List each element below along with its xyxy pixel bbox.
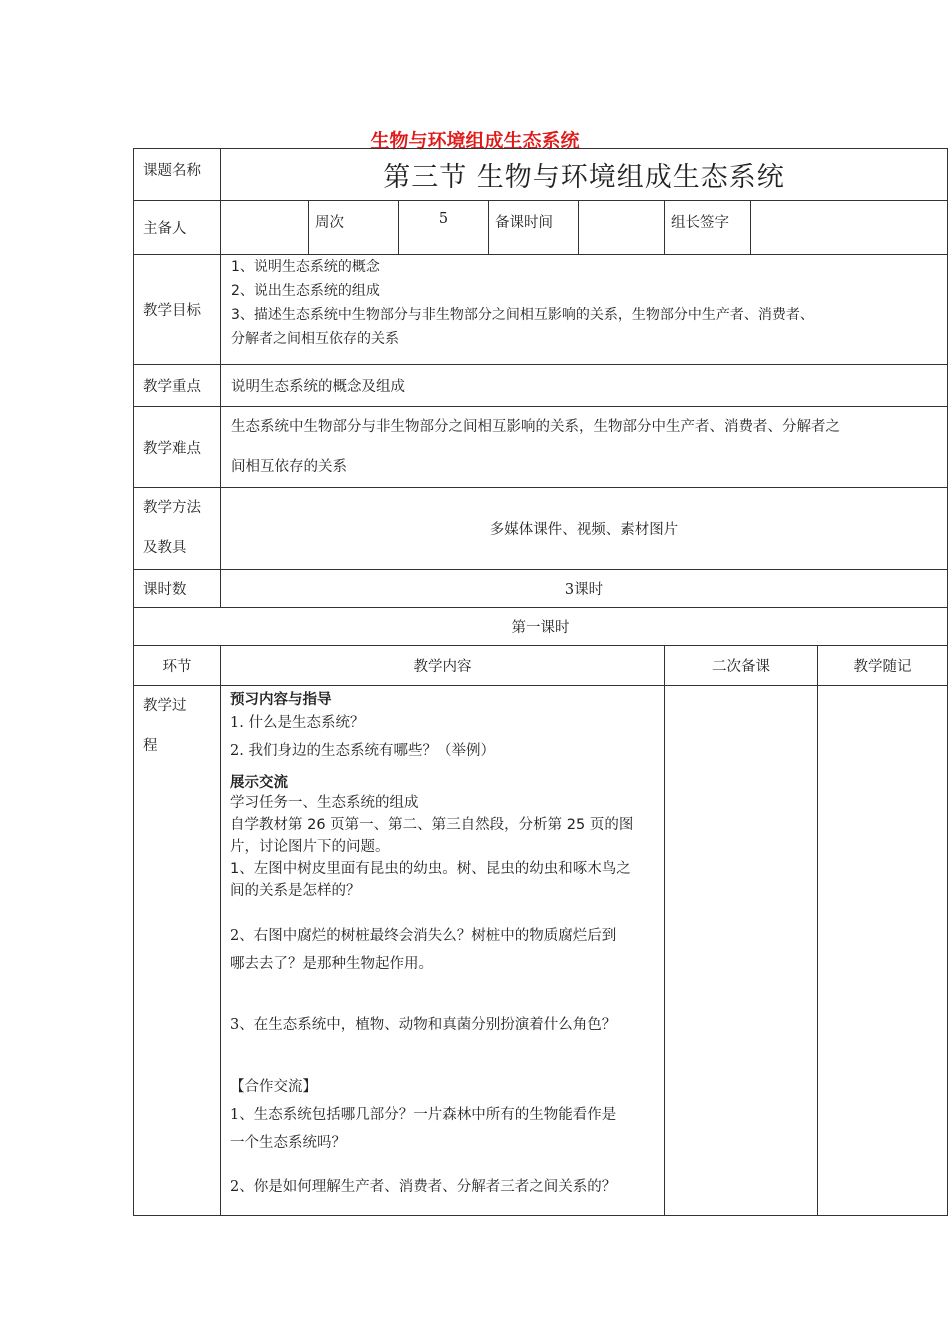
course-row [134,149,948,201]
periods-row [134,570,948,608]
task-title: 学习任务一、生态系统的组成 [230,795,419,811]
first-period-label: 第一课时 [134,608,948,646]
first-period-row [134,608,948,646]
col-content-header: 教学内容 [221,646,665,686]
info-row [134,201,948,255]
process-label-line: 教学过 [143,698,187,714]
difficulties-label: 教学难点 [134,407,221,488]
methods-label-line: 及教具 [143,540,187,556]
key-points-label: 教学重点 [134,365,221,407]
key-points-row [134,365,948,407]
second-prep-cell [665,686,818,1216]
objectives-content [221,255,948,365]
coop-question-1-line: 一个生态系统吗？ [230,1135,346,1151]
methods-text: 多媒体课件、视频、素材图片 [221,488,948,570]
preparer-value [221,201,309,255]
methods-row [134,488,948,570]
task-line: 间的关系是怎样的？ [230,883,361,899]
preview-heading: 预习内容与指导 [230,692,332,708]
key-points-text: 说明生态系统的概念及组成 [221,365,948,407]
process-content [221,686,665,1216]
leader-sign-value [751,201,948,255]
notes-cell [818,686,948,1216]
week-label: 周次 [309,201,399,255]
objective-line: 分解者之间相互依存的关系 [231,331,399,347]
process-label-line: 程 [143,738,158,754]
methods-label [134,488,221,570]
objective-line: 3、描述生态系统中生物部分与非生物部分之间相互影响的关系，生物部分中生产者、消费者、 [231,307,814,323]
question-2-line: 哪去去了？是那种生物起作用。 [230,956,433,972]
col-second-prep-header: 二次备课 [665,646,818,686]
course-label: 课题名称 [134,149,221,201]
display-heading: 展示交流 [230,775,288,791]
difficulties-row [134,407,948,488]
methods-label-line: 教学方法 [143,500,201,516]
task-line: 自学教材第 26 页第一、第二、第三自然段，分析第 25 页的图 [230,817,634,833]
coop-question-1-line: 1、生态系统包括哪几部分？一片森林中所有的生物能看作是 [230,1107,617,1123]
coop-question-2: 2、你是如何理解生产者、消费者、分解者三者之间关系的？ [230,1179,617,1195]
task-line: 1、左图中树皮里面有昆虫的幼虫。树、昆虫的幼虫和啄木鸟之 [230,861,631,877]
objective-line: 2、说出生态系统的组成 [231,283,380,299]
preparer-label: 主备人 [134,201,221,255]
periods-label: 课时数 [134,570,221,608]
course-title: 第三节 生物与环境组成生态系统 [221,149,948,201]
coop-heading: 【合作交流】 [230,1079,317,1095]
question-2-line: 2、右图中腐烂的树桩最终会消失么？树桩中的物质腐烂后到 [230,928,617,944]
week-value: 5 [399,201,489,255]
col-notes-header: 教学随记 [818,646,948,686]
objectives-label: 教学目标 [134,255,221,365]
difficulty-line: 间相互依存的关系 [231,459,347,475]
question-3: 3、在生态系统中，植物、动物和真菌分别扮演着什么角色？ [230,1017,617,1033]
process-row [134,686,948,1216]
difficulties-content [221,407,948,488]
lesson-plan-table [133,148,948,1216]
prep-time-label: 备课时间 [489,201,579,255]
process-label [134,686,221,1216]
leader-sign-label: 组长签字 [665,201,751,255]
column-header-row [134,646,948,686]
preview-question: 2. 我们身边的生态系统有哪些？（举例） [230,743,495,759]
objective-line: 1、说明生态系统的概念 [231,259,380,275]
prep-time-value [579,201,665,255]
task-line: 片，讨论图片下的问题。 [230,839,390,855]
periods-text: 3课时 [221,570,948,608]
col-section-header: 环节 [134,646,221,686]
preview-question: 1. 什么是生态系统？ [230,715,365,731]
objectives-row [134,255,948,365]
difficulty-line: 生态系统中生物部分与非生物部分之间相互影响的关系，生物部分中生产者、消费者、分解者之 [231,419,840,435]
document-title: 生物与环境组成生态系统 [370,130,580,152]
